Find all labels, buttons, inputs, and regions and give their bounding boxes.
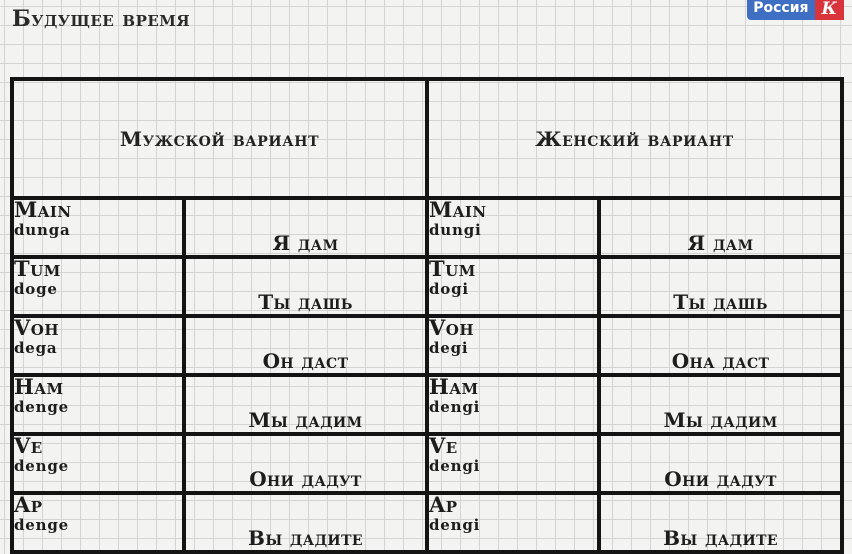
pronoun: Ap: [14, 492, 43, 517]
table-row: [12, 316, 842, 375]
logo-letter: К: [815, 0, 844, 20]
russian-translation: Ты дашь: [184, 257, 427, 316]
pronoun: Ve: [429, 433, 458, 458]
male-hindi-cell: [12, 493, 184, 552]
russian-translation: Мы дадим: [184, 375, 427, 434]
table-row: [12, 434, 842, 493]
verb-form: denge: [14, 398, 69, 416]
verb-form: degi: [429, 339, 469, 357]
verb-form: dengi: [429, 457, 481, 475]
table-row: [12, 493, 842, 552]
russian-translation: Он даст: [184, 316, 427, 375]
male-variant-header: Мужской вариант: [12, 79, 427, 198]
male-hindi-cell: [12, 375, 184, 434]
page-title: Будущее время: [12, 6, 191, 32]
pronoun: Voh: [429, 315, 475, 340]
female-hindi-cell: [427, 375, 599, 434]
table-header-row: [12, 79, 842, 198]
russian-translation: Мы дадим: [599, 375, 842, 434]
verb-form: denge: [14, 516, 69, 534]
russian-translation: Вы дадите: [599, 493, 842, 552]
pronoun: Main: [14, 197, 72, 222]
male-hindi-cell: [12, 257, 184, 316]
pronoun: Ham: [14, 374, 64, 399]
russian-translation: Я дам: [599, 198, 842, 257]
pronoun: Voh: [14, 315, 60, 340]
pronoun: Ap: [429, 492, 458, 517]
female-hindi-cell: [427, 257, 599, 316]
verb-form: doge: [14, 280, 58, 298]
female-hindi-cell: [427, 316, 599, 375]
female-hindi-cell: [427, 493, 599, 552]
channel-logo: [747, 0, 844, 20]
table-row: [12, 198, 842, 257]
verb-form: denge: [14, 457, 69, 475]
pronoun: Ve: [14, 433, 43, 458]
russian-translation: Вы дадите: [184, 493, 427, 552]
pronoun: Tum: [429, 256, 476, 281]
verb-form: dengi: [429, 398, 481, 416]
pronoun: Main: [429, 197, 487, 222]
verb-form: dega: [14, 339, 58, 357]
russian-translation: Я дам: [184, 198, 427, 257]
male-hindi-cell: [12, 198, 184, 257]
conjugation-table: [10, 77, 844, 554]
verb-form: dunga: [14, 221, 71, 239]
pronoun: Ham: [429, 374, 479, 399]
russian-translation: Она даст: [599, 316, 842, 375]
female-variant-header: Женский вариант: [427, 79, 842, 198]
male-hindi-cell: [12, 316, 184, 375]
russian-translation: Они дадут: [184, 434, 427, 493]
verb-form: dogi: [429, 280, 469, 298]
verb-form: dengi: [429, 516, 481, 534]
table-row: [12, 375, 842, 434]
pronoun: Tum: [14, 256, 61, 281]
logo-text: Россия: [747, 0, 814, 20]
female-hindi-cell: [427, 198, 599, 257]
russian-translation: Они дадут: [599, 434, 842, 493]
table-row: [12, 257, 842, 316]
female-hindi-cell: [427, 434, 599, 493]
verb-form: dungi: [429, 221, 482, 239]
russian-translation: Ты дашь: [599, 257, 842, 316]
male-hindi-cell: [12, 434, 184, 493]
